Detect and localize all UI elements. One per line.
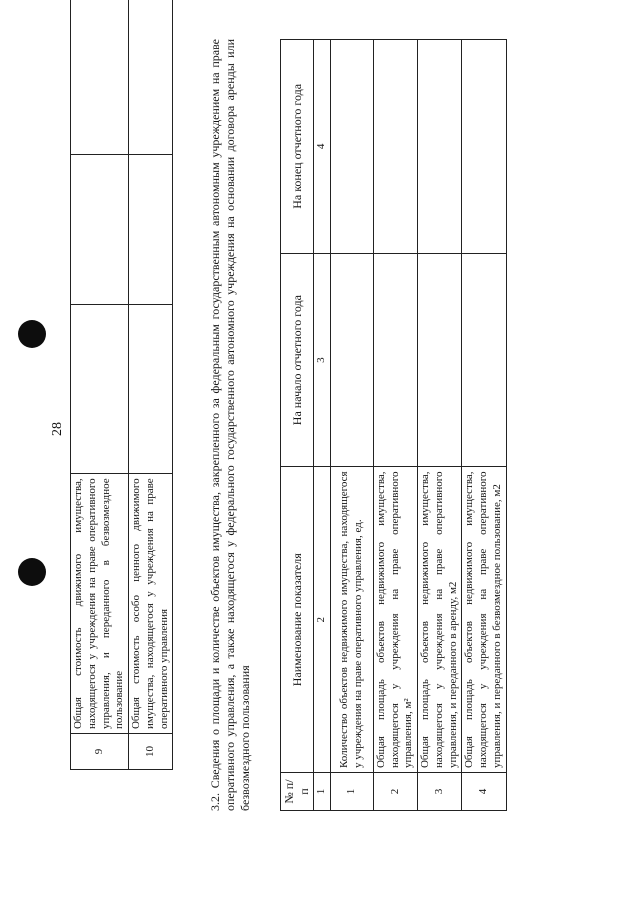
- header-end: На конец отчетного года: [281, 40, 314, 254]
- col-number: 2: [314, 467, 331, 773]
- table-continuation: [70, 0, 173, 770]
- value-cell: [373, 253, 417, 467]
- value-cell: [129, 0, 173, 154]
- section-heading: 3.2. Сведения о площади и количестве объектов имущества, закрепленного за федеральным государственным автономным учреждением на праве оперативного управления, а также находящегося у федерального государственного автономного учреждения на основании договора аренды или безвозмездного пользования: [208, 39, 252, 811]
- table-header-row: [281, 40, 314, 811]
- col-number: 1: [314, 773, 331, 811]
- value-cell: [129, 154, 173, 304]
- value-cell: [330, 40, 373, 254]
- row-number: 1: [330, 773, 373, 811]
- row-number: 4: [462, 773, 506, 811]
- value-cell: [462, 253, 506, 467]
- row-number: 3: [418, 773, 462, 811]
- table-row: [462, 40, 506, 811]
- value-cell: [418, 253, 462, 467]
- value-cell: [129, 304, 173, 474]
- header-start: На начало отчетного года: [281, 253, 314, 467]
- row-number: 9: [71, 734, 129, 770]
- value-cell: [71, 304, 129, 474]
- row-number: 10: [129, 734, 173, 770]
- header-num: № п/п: [281, 773, 314, 811]
- table-row: [71, 0, 129, 770]
- col-number: 3: [314, 253, 331, 467]
- col-number: 4: [314, 40, 331, 254]
- value-cell: [462, 40, 506, 254]
- column-number-row: [314, 40, 331, 811]
- row-number: 2: [373, 773, 417, 811]
- table-row: [418, 40, 462, 811]
- value-cell: [418, 40, 462, 254]
- row-label: Общая стоимость движимого имущества, находящегося у учреждения на праве оперативного управления, и переданного в безвозмездное пользование: [71, 474, 129, 734]
- row-label: Общая площадь объектов недвижимого имущества, находящегося у учреждения на праве оперативного управления, и переданного в безвозмездное пользование, м2: [462, 467, 506, 773]
- table-row: [373, 40, 417, 811]
- header-name: Наименование показателя: [281, 467, 314, 773]
- value-cell: [71, 154, 129, 304]
- value-cell: [373, 40, 417, 254]
- row-label: Общая площадь объектов недвижимого имущества, находящегося у учреждения на праве оперативного управления, м²: [373, 467, 417, 773]
- table-row: [330, 40, 373, 811]
- table-row: [129, 0, 173, 770]
- value-cell: [330, 253, 373, 467]
- page-number: 28: [50, 422, 65, 436]
- row-label: Количество объектов недвижимого имущества, находящегося у учреждения на праве оперативного управления, ед.: [330, 467, 373, 773]
- row-label: Общая стоимость особо ценного движимого имущества, находящегося у учреждения на праве оперативного управления: [129, 474, 173, 734]
- property-area-table: [280, 39, 507, 811]
- value-cell: [71, 0, 129, 154]
- row-label: Общая площадь объектов недвижимого имущества, находящегося у учреждения на праве оперативного управления, и переданного в аренду, м2: [418, 467, 462, 773]
